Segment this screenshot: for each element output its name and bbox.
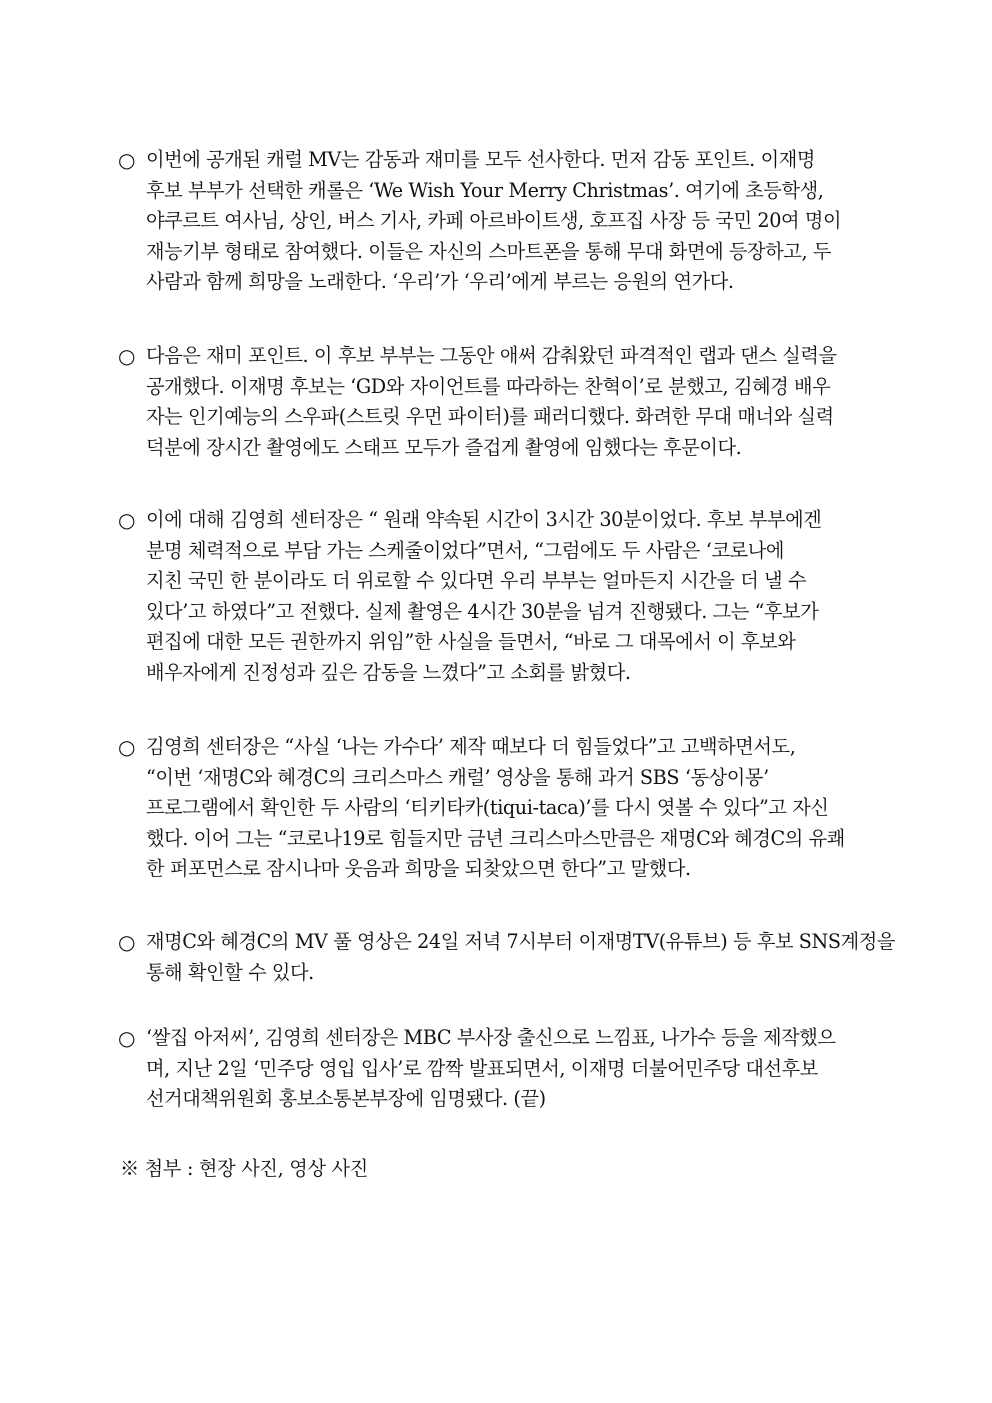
text-line: 재능기부 형태로 참여했다. 이들은 자신의 스마트폰을 통해 무대 화면에 등장하고, 두: [146, 239, 831, 263]
text-line: 한 퍼포먼스로 잠시나마 웃음과 희망을 되찾았으면 한다”고 말했다.: [146, 857, 691, 880]
paragraph-director-profile: [118, 1023, 878, 1115]
paragraph-mv-emotion: [118, 145, 878, 298]
text-line: 야쿠르트 여사님, 상인, 버스 기사, 카페 아르바이트생, 호프집 사장 등 국민 20여 명이: [146, 209, 842, 232]
text-line: 자는 인기예능의 스우파(스트릿 우먼 파이터)를 패러디했다. 화려한 무대 매너와 실력: [146, 405, 834, 428]
paragraph-center-director-confession: [118, 732, 878, 885]
paragraph-lines: [146, 1023, 878, 1115]
paragraph-lines: [146, 732, 878, 885]
paragraph-release-info: [118, 927, 896, 988]
text-line: 선거대책위원회 홍보소통본부장에 임명됐다. (끝): [146, 1087, 546, 1110]
text-line: “이번 ‘재명C와 혜경C의 크리스마스 캐럴’ 영상을 통해 과거 SBS ‘동상이몽’: [146, 765, 769, 789]
paragraph-center-director-comment: [118, 505, 878, 688]
text-line: 이에 대해 김영희 센터장은 “ 원래 약속된 시간이 3시간 30분이었다. 후보 부부에겐: [146, 508, 822, 531]
text-line: 며, 지난 2일 ‘민주당 영입 입사’로 깜짝 발표되면서, 이재명 더불어민주당 대선후보: [146, 1056, 818, 1080]
paragraph-lines: [146, 341, 878, 463]
text-line: 후보 부부가 선택한 캐롤은 ‘We Wish Your Merry Christmas’. 여기에 초등학생,: [146, 178, 824, 202]
text-line: 이번에 공개된 캐럴 MV는 감동과 재미를 모두 선사한다. 먼저 감동 포인트. 이재명: [146, 148, 815, 171]
text-line: 공개했다. 이재명 후보는 ‘GD와 자이언트를 따라하는 찬혁이’로 분했고, 김혜경 배우: [146, 374, 831, 398]
paragraph-lines: [146, 927, 895, 988]
text-line: 분명 체력적으로 부담 가는 스케줄이었다”면서, “그럼에도 두 사람은 ‘코로나에: [146, 538, 784, 562]
paragraph-fun-point: [118, 341, 878, 463]
paragraph-lines: [146, 505, 878, 688]
text-line: 배우자에게 진정성과 깊은 감동을 느꼈다”고 소회를 밝혔다.: [146, 660, 631, 684]
text-line: 김영희 센터장은 “사실 ‘나는 가수다’ 제작 때보다 더 힘들었다”고 고백하면서도,: [146, 735, 796, 758]
circle-bullet-icon: ○: [118, 508, 136, 532]
circle-bullet-icon: ○: [118, 735, 136, 759]
text-line: 프로그램에서 확인한 두 사람의 ‘티키타카(tiqui-taca)’를 다시 엿볼 수 있다”고 자신: [146, 796, 829, 819]
attachment-note: ※ 첨부 : 현장 사진, 영상 사진: [120, 1157, 368, 1180]
text-line: ‘쌀집 아저씨’, 김영희 센터장은 MBC 부사장 출신으로 느낌표, 나가수 등을 제작했으: [146, 1026, 836, 1049]
text-line: 사람과 함께 희망을 노래한다. ‘우리’가 ‘우리’에게 부르는 응원의 연가다.: [146, 270, 734, 293]
circle-bullet-icon: ○: [118, 1026, 136, 1050]
paragraph-lines: [146, 145, 878, 298]
text-line: 재명C와 혜경C의 MV 풀 영상은 24일 저녁 7시부터 이재명TV(유튜브) 등 후보 SNS계정을: [146, 930, 896, 953]
circle-bullet-icon: ○: [118, 930, 136, 954]
circle-bullet-icon: ○: [118, 148, 136, 172]
text-line: 지친 국민 한 분이라도 더 위로할 수 있다면 우리 부부는 얼마든지 시간을 더 낼 수: [146, 569, 807, 592]
circle-bullet-icon: ○: [118, 344, 136, 368]
text-line: 있다’고 하였다”고 전했다. 실제 촬영은 4시간 30분을 넘겨 진행됐다. 그는 “후보가: [146, 599, 819, 623]
text-line: 편집에 대한 모든 권한까지 위임”한 사실을 들면서, “바로 그 대목에서 이 후보와: [146, 630, 796, 653]
text-line: 통해 확인할 수 있다.: [146, 960, 314, 984]
text-line: 덕분에 장시간 촬영에도 스태프 모두가 즐겁게 촬영에 임했다는 후문이다.: [146, 435, 742, 459]
text-line: 다음은 재미 포인트. 이 후보 부부는 그동안 애써 감춰왔던 파격적인 랩과 댄스 실력을: [146, 344, 837, 367]
text-line: 했다. 이어 그는 “코로나19로 힘들지만 금년 크리스마스만큼은 재명C와 혜경C의 유쾌: [146, 826, 845, 850]
